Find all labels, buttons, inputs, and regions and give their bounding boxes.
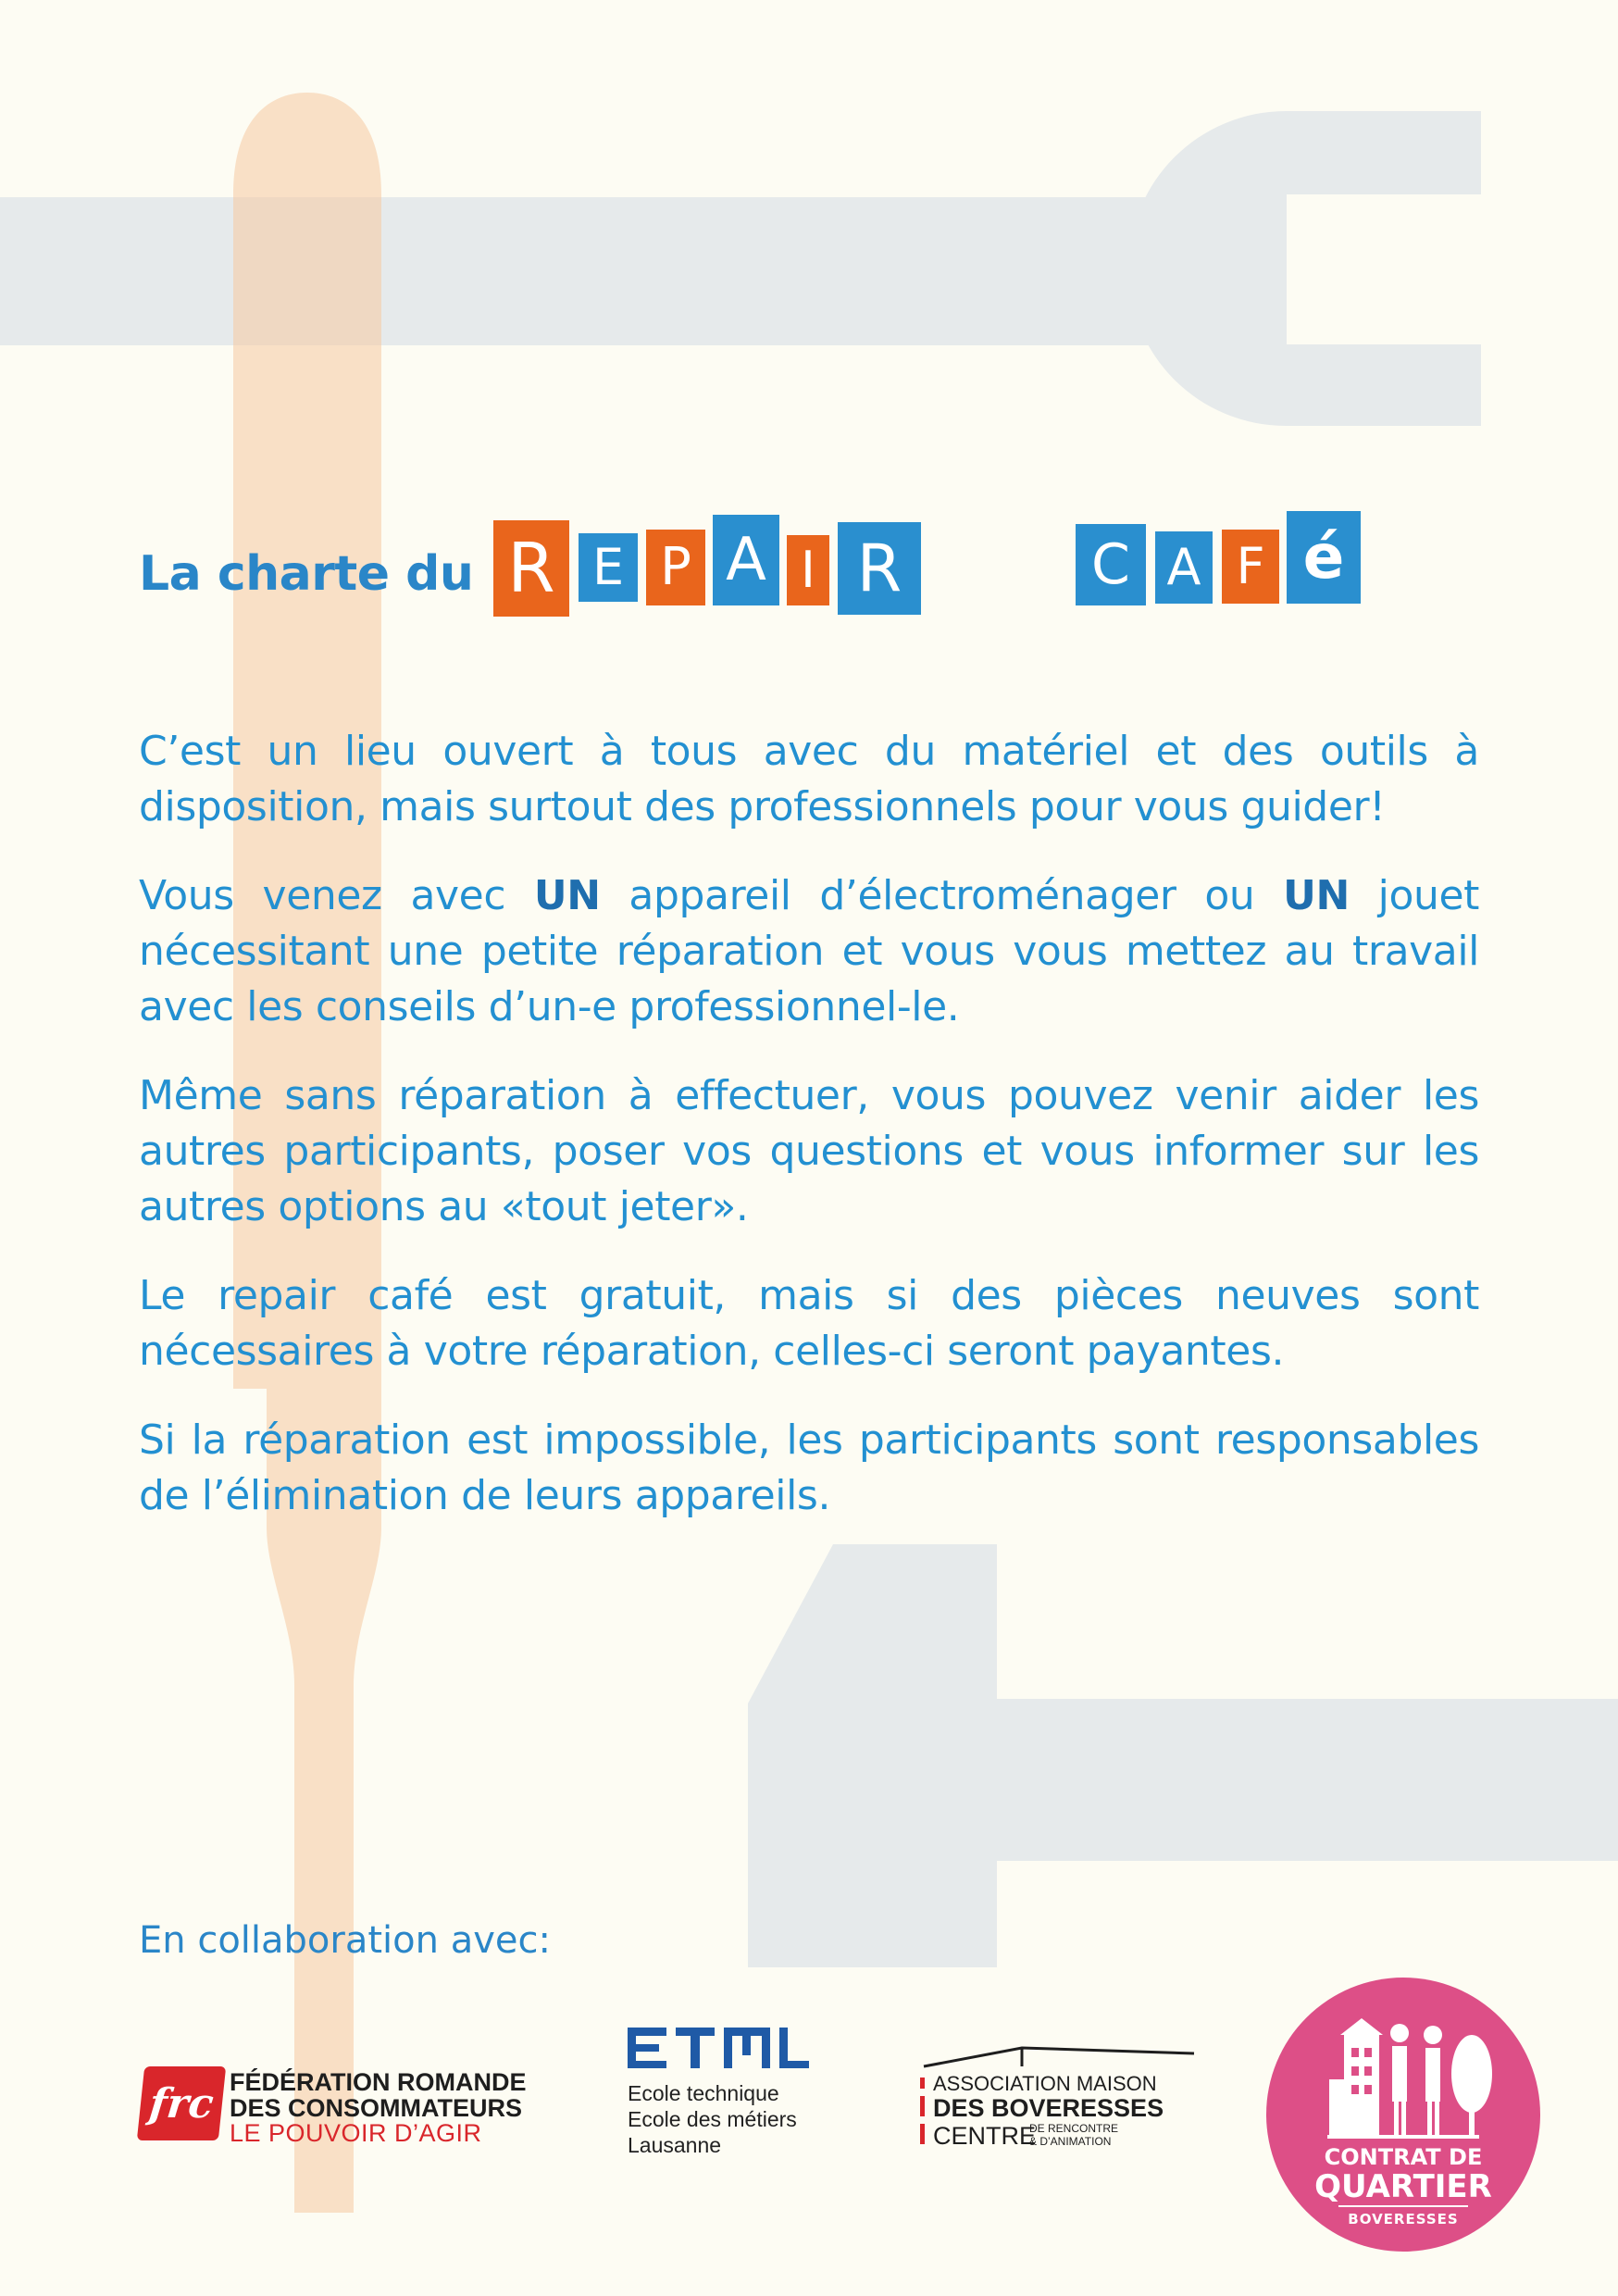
title-letter-e: E: [579, 533, 638, 602]
title-prefix: La charte du: [139, 546, 474, 602]
title-letter-a2: A: [1155, 531, 1213, 604]
title-letter-c: C: [1076, 524, 1146, 605]
roof-icon: [920, 2044, 1198, 2068]
paragraph-open-place: C’est un lieu ouvert à tous avec du matériel et des outils à disposition, mais surtout des professionnels pour vous guider!: [139, 728, 1479, 830]
maison-line-2: DES BOVERESSES: [933, 2094, 1164, 2122]
maison-boveresses-logo: [920, 2044, 1207, 2155]
etml-line-1: Ecole technique: [628, 2081, 779, 2105]
hammer-shape: [748, 1544, 1618, 1967]
title-letter-e-accent: é: [1287, 511, 1361, 604]
frc-line-2: DES CONSOMMATEURS: [230, 2094, 523, 2122]
frc-line-3: LE POUVOIR D’AGIR: [230, 2119, 482, 2147]
collaboration-label: En collaboration avec:: [139, 1919, 551, 1962]
etml-logo: [628, 2028, 831, 2166]
maison-line-3-small-2: & D’ANIMATION: [1029, 2135, 1112, 2148]
title-letter-r2: R: [838, 522, 921, 615]
emphasis-un: UN: [533, 872, 601, 919]
red-accent-bar: [920, 2124, 925, 2144]
quartier-line-2: QUARTIER: [1314, 2168, 1492, 2205]
charter-text: [139, 724, 1479, 1557]
etml-mark: [628, 2028, 809, 2072]
paragraph-help-others: Même sans réparation à effectuer, vous pouvez venir aider les autres participants, poser vos questions et vous informer sur les autres options au «tout jeter».: [139, 1072, 1479, 1230]
title-letter-f: F: [1222, 530, 1279, 604]
title-letter-i: I: [787, 535, 829, 605]
maison-line-3: CENTRE: [933, 2122, 1037, 2150]
quartier-line-3: BOVERESSES: [1348, 2211, 1459, 2227]
title-letter-a1: A: [713, 515, 779, 605]
paragraph-disposal: Si la réparation est impossible, les participants sont responsables de l’élimination de leurs appareils.: [139, 1416, 1479, 1519]
title-letter-r1: R: [493, 520, 569, 617]
etml-line-3: Lausanne: [628, 2133, 722, 2157]
emphasis-un: UN: [1283, 872, 1350, 919]
quartier-divider: [1338, 2205, 1468, 2207]
frc-line-1: FÉDÉRATION ROMANDE: [230, 2068, 527, 2096]
frc-badge: frc: [137, 2066, 226, 2140]
maison-line-1: ASSOCIATION MAISON: [933, 2072, 1157, 2095]
title-letter-p: P: [646, 530, 705, 605]
contrat-de-quartier-logo: [1266, 1978, 1540, 2252]
red-accent-bar: [920, 2096, 925, 2116]
frc-logo: [141, 2066, 529, 2150]
red-accent-bar: [920, 2078, 925, 2089]
wrench-shape: [0, 111, 1481, 426]
maison-line-3-small-1: DE RENCONTRE: [1029, 2122, 1119, 2135]
paragraph-bring-one-item: Vous venez avec UN appareil d’électroménager ou UN jouet nécessitant une petite réparation et vous vous mettez au travail avec les conseils d’un-e professionnel-le.: [139, 872, 1479, 1030]
etml-line-2: Ecole des métiers: [628, 2107, 797, 2131]
paragraph-free-service: Le repair café est gratuit, mais si des pièces neuves sont nécessaires à votre réparation, celles-ci seront payantes.: [139, 1272, 1479, 1375]
quartier-line-1: CONTRAT DE: [1324, 2144, 1483, 2170]
